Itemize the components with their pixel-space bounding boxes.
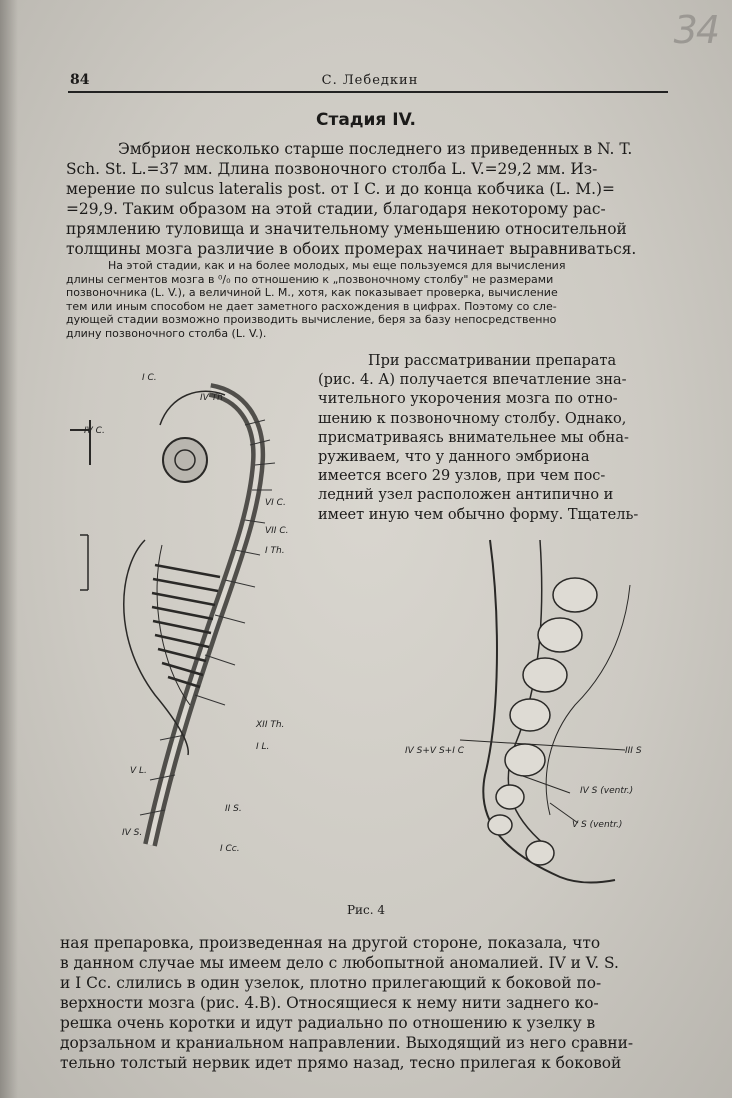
side-line: руживаем, что у данного эмбриона bbox=[318, 448, 590, 465]
intro-line: Sch. St. L.=37 мм. Длина позвоночного столба L. V.=29,2 мм. Из- bbox=[66, 160, 598, 178]
intro-line: Эмбрион несколько старше последнего из приведенных в N. T. bbox=[118, 140, 633, 158]
spine-label: VII C. bbox=[265, 526, 289, 536]
running-title: С. Лебедкин bbox=[321, 73, 419, 88]
side-paragraph bbox=[318, 352, 668, 525]
side-line: имеет иную чем обычно форму. Тщатель- bbox=[318, 506, 639, 523]
side-line: ледний узел расположен антипично и bbox=[318, 487, 614, 504]
bottom-line: дорзальном и краниальном направлении. Выходящий из него сравни- bbox=[60, 1034, 634, 1052]
intro-line: мерение по sulcus lateralis post. от I C. и до конца кобчика (L. M.)= bbox=[66, 180, 615, 198]
side-line: присматриваясь внимательнее мы обна- bbox=[318, 429, 629, 446]
spine-label: IV Th bbox=[200, 393, 223, 403]
spine-label: VI C. bbox=[265, 498, 286, 508]
ganglia-label: III S bbox=[625, 746, 642, 756]
bottom-line: тельно толстый нервик идет прямо назад, тесно прилегая к боковой bbox=[60, 1054, 622, 1072]
bottom-line: и I Cc. слились в один узелок, плотно прилегающий к боковой по- bbox=[60, 974, 602, 992]
intro-line: =29,9. Таким образом на этой стадии, благодаря некоторому рас- bbox=[66, 200, 606, 218]
running-header bbox=[70, 72, 670, 90]
bottom-line: ная препаровка, произведенная на другой стороне, показала, что bbox=[60, 934, 601, 952]
bottom-line: в данном случае мы имеем дело с любопытной аномалией. IV и V. S. bbox=[60, 954, 619, 972]
note-line: тем или иным способом не дает заметного расхождения в цифрах. Поэтому со сле- bbox=[66, 299, 557, 313]
page-edge-shadow bbox=[0, 0, 18, 1098]
corner-page-mark: 34 bbox=[673, 8, 718, 52]
side-line: При рассматривании препарата bbox=[368, 353, 617, 369]
figure-caption: Рис. 4 bbox=[346, 903, 386, 917]
side-line: (рис. 4. А) получается впечатление зна- bbox=[318, 372, 627, 389]
note-line: длины сегментов мозга в ⁰/₀ по отношению к „позвоночному столбу" не размерами bbox=[66, 272, 554, 286]
spine-label: II S. bbox=[225, 804, 242, 814]
spine-label: IV S. bbox=[122, 828, 143, 838]
spine-label: I Cc. bbox=[220, 844, 240, 854]
spine-label: V L. bbox=[130, 766, 147, 776]
footnote-paragraph bbox=[66, 259, 672, 340]
note-line: позвоночника (L. V.), а величиной L. M., хотя, как показывает проверка, вычисление bbox=[66, 286, 558, 299]
ganglia-label: IV S+V S+I C bbox=[405, 746, 464, 756]
spine-label: I C. bbox=[142, 373, 157, 383]
spine-label: I L. bbox=[256, 742, 270, 752]
spine-label: I Th. bbox=[265, 546, 285, 556]
spine-label: XII Th. bbox=[256, 720, 285, 730]
note-line: длину позвоночного столба (L. V.). bbox=[66, 326, 267, 340]
bottom-paragraph bbox=[60, 933, 670, 1073]
intro-paragraph bbox=[66, 139, 670, 259]
bottom-line: решка очень коротки и идут радиально по отношению к узелку в bbox=[60, 1014, 596, 1032]
figure-4b-ganglia bbox=[400, 535, 690, 895]
section-title: Стадия IV. bbox=[315, 110, 417, 130]
header-rule bbox=[68, 91, 668, 93]
ganglia-label: V S (ventr.) bbox=[572, 820, 623, 830]
note-line: На этой стадии, как и на более молодых, мы еще пользуемся для вычисления bbox=[108, 259, 566, 272]
note-line: дующей стадии возможно производить вычисление, беря за базу непосредственно bbox=[66, 313, 557, 326]
side-line: чительного укорочения мозга по отно- bbox=[318, 391, 618, 408]
side-line: имеется всего 29 узлов, при чем пос- bbox=[318, 468, 606, 485]
page-number: 84 bbox=[70, 72, 90, 88]
bottom-line: верхности мозга (рис. 4.B). Относящиеся к нему нити заднего ко- bbox=[60, 994, 599, 1012]
side-line: шению к позвоночному столбу. Однако, bbox=[318, 410, 627, 427]
intro-line: прямлению туловища и значительному уменьшению относительной bbox=[66, 220, 627, 238]
spine-label: IV C. bbox=[84, 426, 105, 436]
ganglia-label: IV S (ventr.) bbox=[580, 786, 634, 796]
intro-line: толщины мозга различие в обоих промерах начинает выравниваться. bbox=[66, 240, 637, 258]
figure-4a-spine bbox=[60, 365, 310, 865]
